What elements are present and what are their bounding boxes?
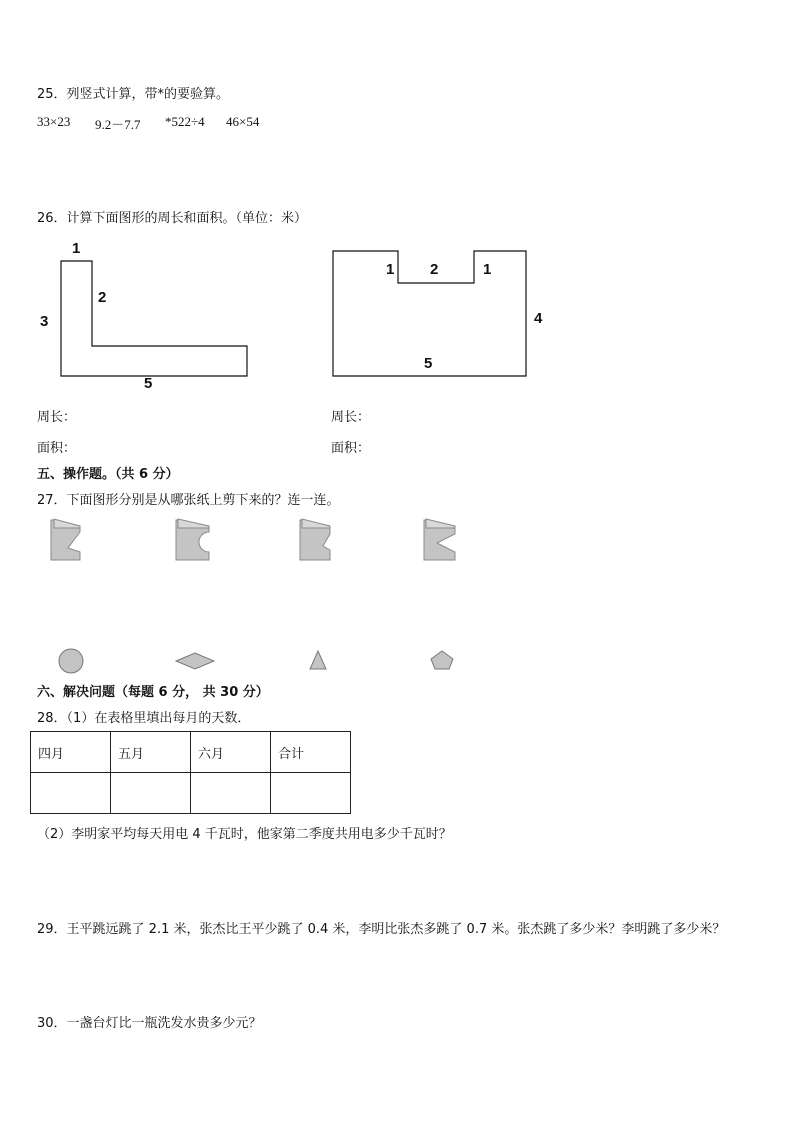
- triangle-shape: [310, 651, 326, 669]
- q29-text: 29．王平跳远跳了 2.1 米，张杰比王平少跳了 0.4 米，李明比张杰多跳了 0.7 米。张杰跳了多少米？李明跳了多少米？: [37, 922, 726, 937]
- fig2-notch-width-label: 2: [430, 261, 439, 278]
- table-header-cell: 四月: [31, 732, 111, 773]
- q27-title: 27．下面图形分别是从哪张纸上剪下来的？连一连。: [37, 493, 340, 508]
- pentagon-shape: [431, 651, 453, 669]
- table-answer-cell[interactable]: [31, 773, 111, 814]
- fig2-area-label: 面积：: [331, 441, 371, 456]
- q25-item-4: 46×54: [226, 114, 260, 129]
- folded-paper-cut-semicircle: [176, 519, 209, 560]
- section6-title: 六、解决问题（每题 6 分， 共 30 分）: [37, 685, 269, 700]
- table-header-row: [31, 732, 351, 773]
- days-table: [30, 731, 351, 814]
- table-header-cell: 六月: [191, 732, 271, 773]
- fig1-area-label: 面积：: [37, 441, 77, 456]
- circle-shape: [59, 649, 83, 673]
- fig1-top-label: 1: [72, 240, 81, 257]
- table-answer-cell[interactable]: [191, 773, 271, 814]
- q30-text: 30．一盏台灯比一瓶洗发水贵多少元？: [37, 1016, 262, 1031]
- fig1-perimeter-label: 周长：: [37, 410, 77, 425]
- fig2-right-notch-label: 1: [483, 261, 492, 278]
- folded-paper-cut-triangle: [424, 519, 455, 560]
- table-answer-cell[interactable]: [111, 773, 191, 814]
- fig2-height-label: 4: [534, 310, 543, 327]
- q28-part1: 28．（1）在表格里填出每月的天数．: [37, 711, 251, 726]
- q26-title: 26．计算下面图形的周长和面积。（单位：米）: [37, 211, 308, 226]
- fig2-perimeter-label: 周长：: [331, 410, 371, 425]
- q28-part2: （2）李明家平均每天用电 4 千瓦时，他家第二季度共用电多少千瓦时？: [37, 827, 452, 842]
- q25-title: 25．列竖式计算，带*的要验算。: [37, 87, 230, 102]
- rhombus-shape: [176, 653, 214, 669]
- table-answer-cell[interactable]: [271, 773, 351, 814]
- folded-paper-cut-notch: [300, 519, 330, 560]
- table-header-cell: 五月: [111, 732, 191, 773]
- section5-title: 五、操作题。（共 6 分）: [37, 467, 179, 482]
- q25-item-1: 33×23: [37, 114, 71, 129]
- folded-paper-cut-z: [51, 519, 80, 560]
- fig1-side-label: 3: [40, 313, 49, 330]
- q25-item-3: *522÷4: [165, 114, 205, 129]
- fig1-inner-label: 2: [98, 289, 107, 306]
- q25-item-2: 9.2－7.7: [95, 117, 141, 132]
- table-header-cell: 合计: [271, 732, 351, 773]
- fig2-left-notch-label: 1: [386, 261, 395, 278]
- table-answer-row: [31, 773, 351, 814]
- fig1-bottom-label: 5: [144, 375, 153, 392]
- fig2-bottom-label: 5: [424, 355, 433, 372]
